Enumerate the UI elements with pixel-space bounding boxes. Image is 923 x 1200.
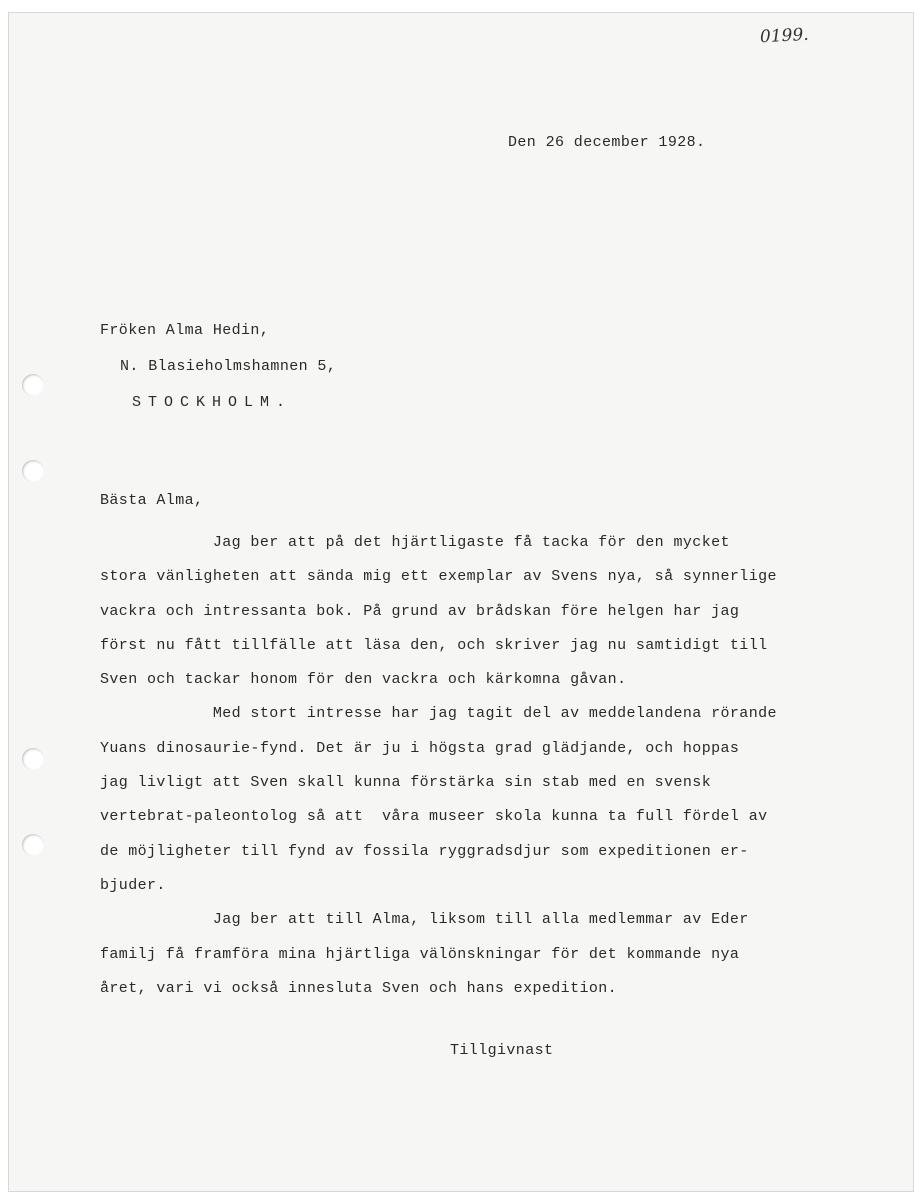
body-line: Med stort intresse har jag tagit del av meddelandena rörande <box>100 705 777 723</box>
recipient-name: Fröken Alma Hedin, <box>100 322 270 339</box>
closing: Tillgivnast <box>450 1042 554 1059</box>
letter-page <box>8 12 914 1192</box>
body-line: jag livligt att Sven skall kunna förstärka sin stab med en svensk <box>100 774 712 792</box>
salutation: Bästa Alma, <box>100 492 204 509</box>
body-line: vackra och intressanta bok. På grund av brådskan före helgen har jag <box>100 602 740 620</box>
archive-number: 0199. <box>759 24 810 48</box>
punch-hole <box>22 834 44 856</box>
body-line: året, vari vi också innesluta Sven och hans expedition. <box>100 979 618 997</box>
body-line: de möjligheter till fynd av fossila ryggradsdjur som expeditionen er- <box>100 842 749 860</box>
letter-date: Den 26 december 1928. <box>508 134 706 151</box>
body-line: Jag ber att på det hjärtligaste få tacka för den mycket <box>100 534 730 551</box>
body-line: familj få framföra mina hjärtliga välönskningar för det kommande nya <box>100 945 740 963</box>
punch-hole <box>22 374 44 396</box>
body-line: först nu fått tillfälle att läsa den, och skriver jag nu samtidigt till <box>100 636 768 654</box>
body-line: stora vänligheten att sända mig ett exemplar av Svens nya, så synnerlige <box>100 568 777 586</box>
body-line: Sven och tackar honom för den vackra och kärkomna gåvan. <box>100 671 627 689</box>
body-line: vertebrat-paleontolog så att våra museer skola kunna ta full fördel av <box>100 808 768 826</box>
letter-body <box>100 526 860 1006</box>
body-line: Yuans dinosaurie-fynd. Det är ju i högsta grad glädjande, och hoppas <box>100 739 740 757</box>
recipient-street: N. Blasieholmshamnen 5, <box>120 358 337 375</box>
body-line: Jag ber att till Alma, liksom till alla medlemmar av Eder <box>100 911 749 929</box>
recipient-city: STOCKHOLM. <box>132 394 293 411</box>
punch-hole <box>22 460 44 482</box>
punch-hole <box>22 748 44 770</box>
body-line: bjuder. <box>100 876 166 894</box>
